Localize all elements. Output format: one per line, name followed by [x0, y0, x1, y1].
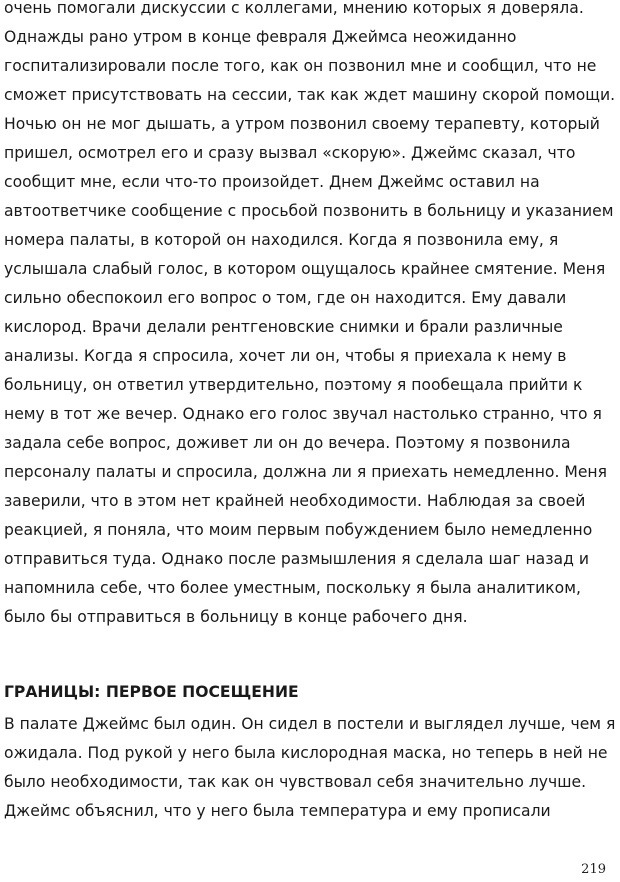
text-line: Ночью он не мог дышать, а утром позвонил своему терапевту, который: [4, 115, 600, 133]
text-line: услышала слабый голос, в котором ощущалось крайнее смятение. Меня: [4, 260, 606, 278]
paragraph-1: [4, 0, 616, 632]
text-line: номера палаты, в которой он находился. Когда я позвонила ему, я: [4, 231, 559, 249]
text-line: госпитализировали после того, как он позвонил мне и сообщил, что не: [4, 57, 597, 75]
text-line: задала себе вопрос, доживет ли он до вечера. Поэтому я позвонила: [4, 434, 571, 452]
page-number: 219: [581, 862, 606, 877]
section-heading: ГРАНИЦЫ: ПЕРВОЕ ПОСЕЩЕНИЕ: [4, 683, 299, 701]
text-line: напомнила себе, что более уместным, поскольку я была аналитиком,: [4, 579, 581, 597]
text-line: пришел, осмотрел его и сразу вызвал «скорую». Джеймс сказал, что: [4, 144, 576, 162]
text-line: сообщит мне, если что-то произойдет. Днем Джеймс оставил на: [4, 173, 540, 191]
text-line: В палате Джеймс был один. Он сидел в постели и выглядел лучше, чем я: [4, 715, 616, 733]
text-line: заверили, что в этом нет крайней необходимости. Наблюдая за своей: [4, 492, 586, 510]
text-line: сможет присутствовать на сессии, так как ждет машину скорой помощи.: [4, 86, 616, 104]
text-line: персоналу палаты и спросила, должна ли я приехать немедленно. Меня: [4, 463, 608, 481]
text-line: автоответчике сообщение с просьбой позвонить в больницу и указанием: [4, 202, 614, 220]
text-line: анализы. Когда я спросила, хочет ли он, чтобы я приехала к нему в: [4, 347, 567, 365]
text-line: очень помогали дискуссии с коллегами, мнению которых я доверяла.: [4, 0, 584, 17]
text-line: сильно обеспокоил его вопрос о том, где он находится. Ему давали: [4, 289, 567, 307]
text-line: Джеймс объяснил, что у него была температура и ему прописали: [4, 802, 551, 820]
text-line: кислород. Врачи делали рентгеновские снимки и брали различные: [4, 318, 563, 336]
text-line: ожидала. Под рукой у него была кислородная маска, но теперь в ней не: [4, 744, 608, 762]
text-line: отправиться туда. Однако после размышления я сделала шаг назад и: [4, 550, 589, 568]
text-line: реакцией, я поняла, что моим первым побуждением было немедленно: [4, 521, 593, 539]
text-line: было необходимости, так как он чувствовал себя значительно лучше.: [4, 773, 587, 791]
paragraph-2: [4, 710, 616, 826]
text-line: Однажды рано утром в конце февраля Джеймса неожиданно: [4, 28, 517, 46]
text-line: больницу, он ответил утвердительно, поэтому я пообещала прийти к: [4, 376, 583, 394]
text-line: было бы отправиться в больницу в конце рабочего дня.: [4, 608, 468, 626]
text-line: нему в тот же вечер. Однако его голос звучал настолько странно, что я: [4, 405, 602, 423]
